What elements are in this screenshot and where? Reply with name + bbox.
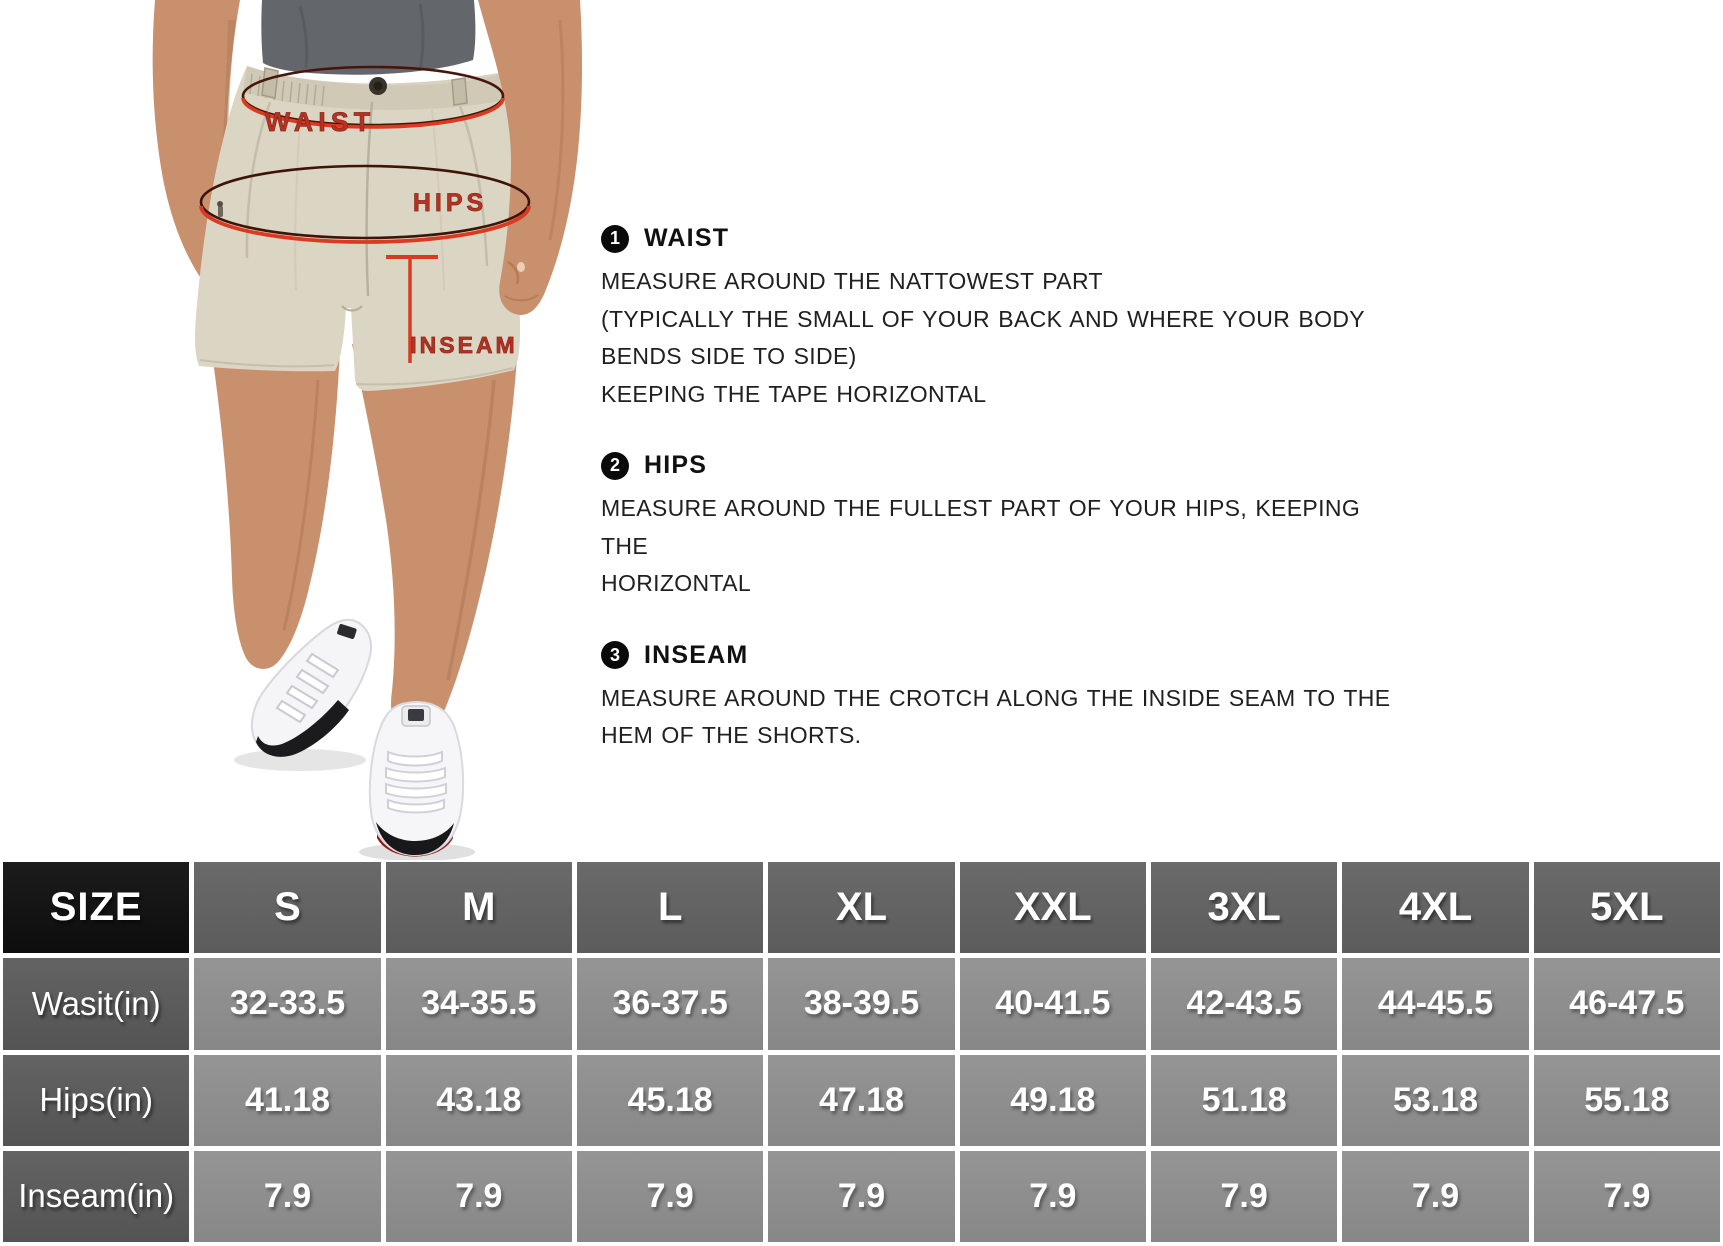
size-value-cell: 34-35.5 (386, 958, 572, 1049)
size-value-cell: 44-45.5 (1342, 958, 1528, 1049)
instruction-line: KEEPING THE TAPE HORIZONTAL (601, 380, 987, 407)
size-value-cell: 7.9 (1151, 1151, 1337, 1242)
size-value-cell: 7.9 (1342, 1151, 1528, 1242)
size-value-cell: 41.18 (194, 1055, 380, 1146)
size-column-header: L (577, 862, 763, 953)
right-shoe (370, 702, 463, 857)
size-value-cell: 7.9 (194, 1151, 380, 1242)
instruction-section-waist (601, 224, 1411, 413)
size-value-cell: 7.9 (577, 1151, 763, 1242)
instruction-line: HEM OF THE SHORTS. (601, 722, 862, 748)
instruction-line: BENDS SIDE TO SIDE) (601, 343, 857, 369)
instruction-section-inseam (601, 641, 1411, 755)
size-value-cell: 38-39.5 (768, 958, 954, 1049)
size-column-header: 4XL (1342, 862, 1528, 953)
left-leg (210, 340, 340, 669)
size-value-cell: 42-43.5 (1151, 958, 1337, 1049)
step-1-badge: 1 (601, 225, 629, 253)
instruction-line: MEASURE AROUND THE FULLEST PART OF YOUR HIPS, KEEPING THE (601, 495, 1361, 559)
size-value-cell: 49.18 (960, 1055, 1146, 1146)
step-3-title: INSEAM (644, 640, 749, 669)
size-value-cell: 47.18 (768, 1055, 954, 1146)
row-label-cell: Inseam(in) (3, 1151, 189, 1242)
size-value-cell: 46-47.5 (1534, 958, 1720, 1049)
step-2-title: HIPS (644, 451, 708, 479)
size-value-cell: 45.18 (577, 1055, 763, 1146)
size-column-header: XXL (960, 862, 1146, 953)
hips-annotation-label: HIPS (412, 189, 488, 217)
instruction-line: MEASURE AROUND THE CROTCH ALONG THE INSIDE SEAM TO THE (601, 684, 1391, 711)
size-column-header: S (194, 862, 380, 953)
inseam-annotation-label: INSEAM (410, 332, 518, 358)
measuring-instructions (601, 224, 1411, 793)
size-column-header: M (386, 862, 572, 953)
size-value-cell: 51.18 (1151, 1055, 1337, 1146)
size-value-cell: 32-33.5 (194, 958, 380, 1049)
size-table (0, 860, 1723, 1246)
waist-annotation-label: WAIST (264, 107, 376, 137)
size-value-cell: 7.9 (1534, 1151, 1720, 1242)
step-1-title: WAIST (644, 224, 730, 252)
size-header-cell: SIZE (3, 862, 189, 953)
row-label-cell: Wasit(in) (3, 958, 189, 1049)
size-value-cell: 55.18 (1534, 1055, 1720, 1146)
size-value-cell: 7.9 (386, 1151, 572, 1242)
shirt (261, 0, 475, 75)
size-value-cell: 40-41.5 (960, 958, 1146, 1049)
size-column-header: 3XL (1151, 862, 1337, 953)
size-value-cell: 53.18 (1342, 1055, 1528, 1146)
instruction-section-hips (601, 451, 1411, 603)
step-3-badge: 3 (601, 641, 629, 669)
size-column-header: XL (768, 862, 954, 953)
size-value-cell: 7.9 (768, 1151, 954, 1242)
size-column-header: 5XL (1534, 862, 1720, 953)
size-value-cell: 36-37.5 (577, 958, 763, 1049)
instruction-line: (TYPICALLY THE SMALL OF YOUR BACK AND WHERE YOUR BODY (601, 305, 1365, 332)
size-value-cell: 7.9 (960, 1151, 1146, 1242)
left-shoe-shadow (234, 749, 366, 771)
model-photo (0, 0, 600, 860)
row-label-cell: Hips(in) (3, 1055, 189, 1146)
instruction-line: MEASURE AROUND THE NATTOWEST PART (601, 268, 1103, 294)
size-value-cell: 43.18 (386, 1055, 572, 1146)
instruction-line: HORIZONTAL (601, 570, 752, 596)
step-2-badge: 2 (601, 452, 629, 480)
